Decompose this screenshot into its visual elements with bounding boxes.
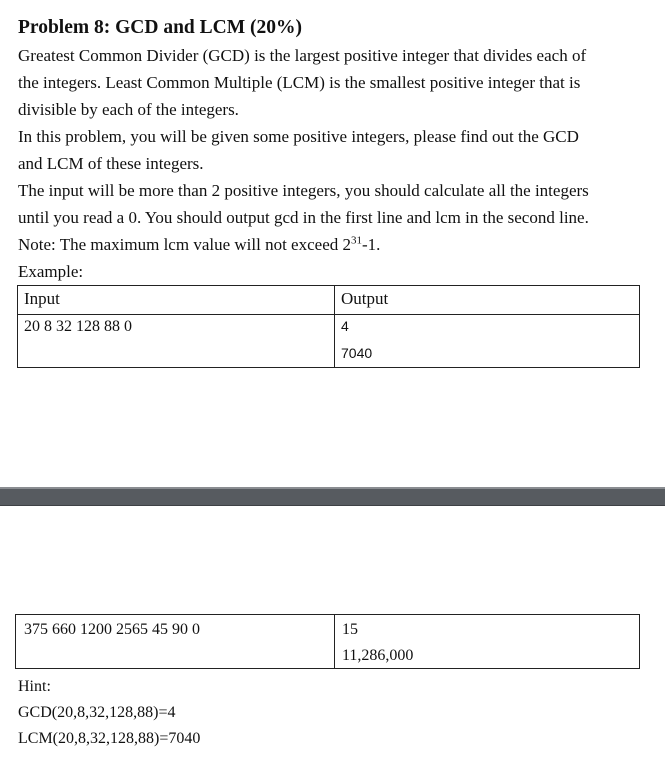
problem-title: Problem 8: GCD and LCM (20%): [18, 17, 302, 38]
input-value: 375 660 1200 2565 45 90 0: [24, 621, 200, 638]
text-line: The input will be more than 2 positive integers, you should calculate all the integers: [18, 181, 589, 200]
text-line: In this problem, you will be given some positive integers, please find out the GCD: [18, 127, 579, 146]
note-suffix: -1.: [362, 235, 381, 254]
table-divider: [334, 615, 335, 668]
output-header: Output: [341, 289, 389, 308]
text-line: until you read a 0. You should output gcd in the first line and lcm in the second line.: [18, 208, 589, 227]
text-line: the integers. Least Common Multiple (LCM) is the smallest positive integer that is: [18, 73, 581, 92]
table-divider: [334, 286, 335, 367]
page-break-bar: [0, 487, 665, 506]
table-divider: [18, 314, 639, 315]
hint-lcm-line: LCM(20,8,32,128,88)=7040: [18, 730, 201, 747]
text-line: Greatest Common Divider (GCD) is the largest positive integer that divides each of: [18, 46, 587, 65]
hint-label: Hint:: [18, 678, 51, 695]
output-value: 15: [342, 621, 358, 638]
example-label: Example:: [18, 262, 84, 281]
paragraph-task: [18, 123, 579, 177]
output-value: 4: [341, 318, 349, 334]
second-example-table: [15, 614, 640, 669]
text-line: divisible by each of the integers.: [18, 100, 239, 119]
paragraph-definition: [18, 42, 586, 123]
input-header: Input: [24, 289, 60, 308]
paragraph-io-spec: [18, 177, 589, 285]
output-value: 7040: [341, 345, 373, 361]
hint-gcd-line: GCD(20,8,32,128,88)=4: [18, 704, 176, 721]
example-table: [17, 285, 640, 368]
note-exponent: 31: [351, 234, 362, 247]
text-line: and LCM of these integers.: [18, 154, 204, 173]
input-value: 20 8 32 128 88 0: [24, 318, 132, 335]
note-line: [18, 231, 589, 258]
note-prefix: Note: The maximum lcm value will not exceed 2: [18, 235, 351, 254]
output-value: 11,286,000: [342, 647, 414, 664]
